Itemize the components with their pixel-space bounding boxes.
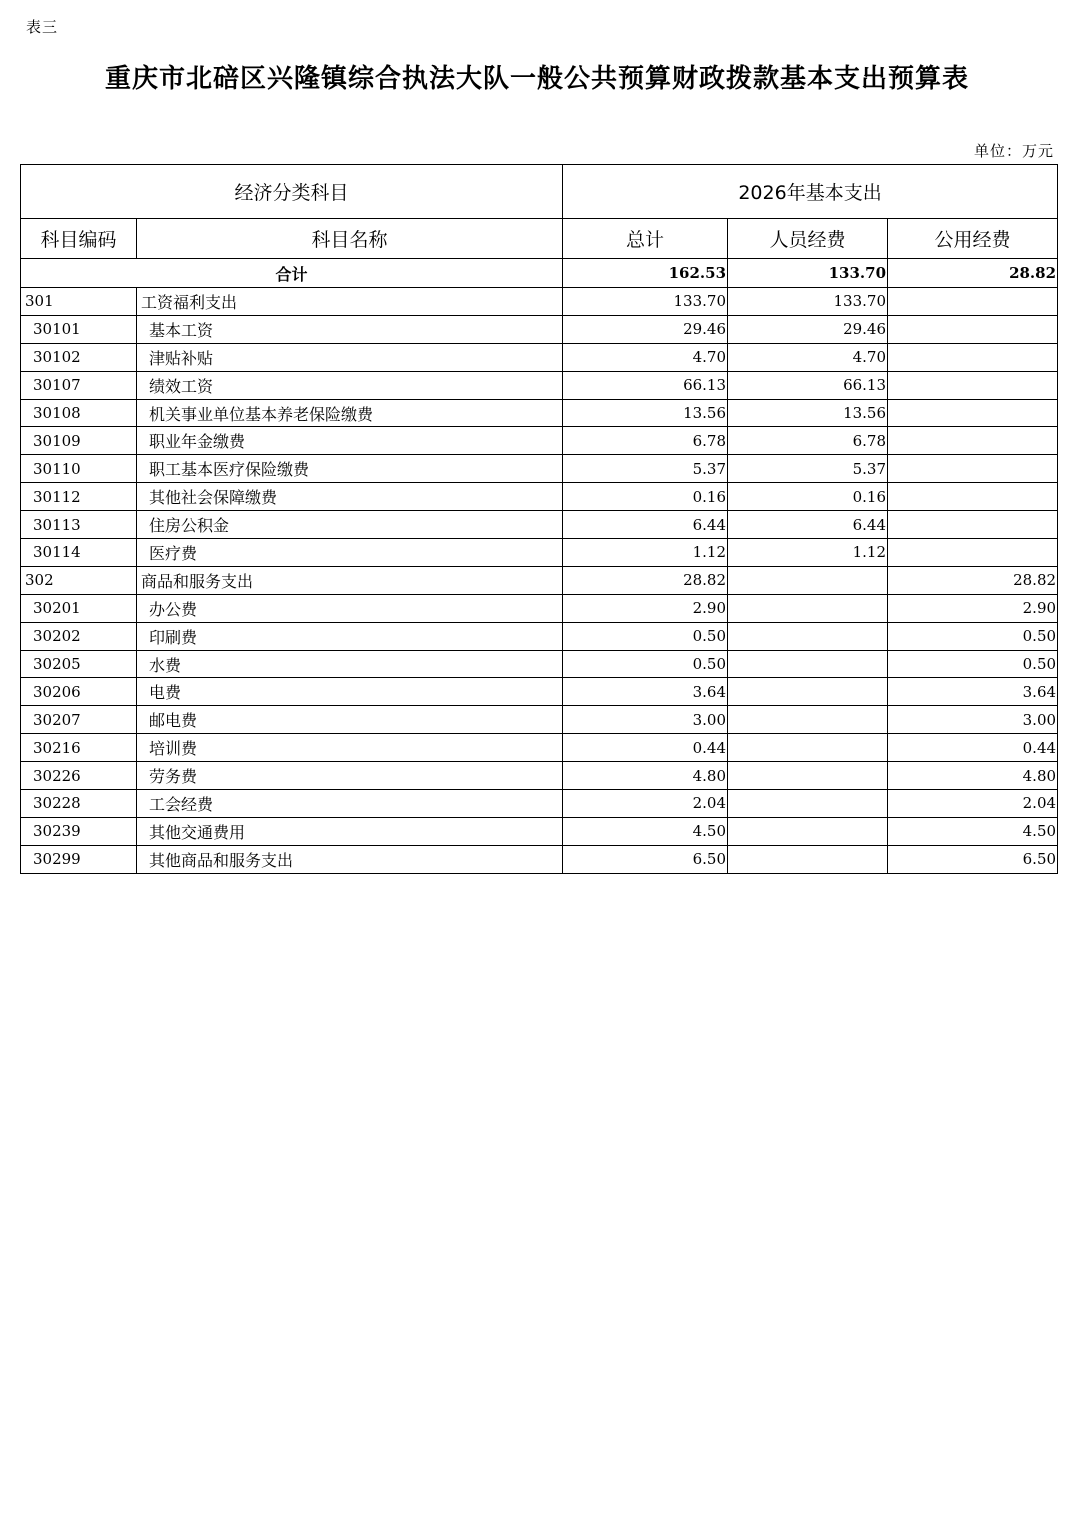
row-name: 商品和服务支出 — [137, 566, 563, 594]
table-row — [21, 817, 1058, 845]
row-total: 3.64 — [563, 678, 728, 706]
row-public — [888, 399, 1058, 427]
table-row — [21, 566, 1058, 594]
table-row — [21, 399, 1058, 427]
row-personnel: 13.56 — [728, 399, 888, 427]
row-name: 工资福利支出 — [137, 288, 563, 316]
row-total: 0.16 — [563, 483, 728, 511]
row-public — [888, 288, 1058, 316]
row-code: 30113 — [21, 511, 137, 539]
table-row — [21, 622, 1058, 650]
row-personnel: 6.78 — [728, 427, 888, 455]
row-personnel: 66.13 — [728, 371, 888, 399]
header-economic-classification: 经济分类科目 — [21, 165, 563, 219]
row-total: 6.78 — [563, 427, 728, 455]
row-code: 30101 — [21, 315, 137, 343]
row-name: 其他社会保障缴费 — [137, 483, 563, 511]
row-code: 30228 — [21, 790, 137, 818]
row-name: 津贴补贴 — [137, 343, 563, 371]
row-name: 住房公积金 — [137, 511, 563, 539]
row-code: 30107 — [21, 371, 137, 399]
row-code: 30202 — [21, 622, 137, 650]
row-personnel — [728, 817, 888, 845]
header-subject-name: 科目名称 — [137, 219, 563, 259]
row-public: 0.50 — [888, 622, 1058, 650]
table-row — [21, 371, 1058, 399]
row-public — [888, 315, 1058, 343]
header-subject-code: 科目编码 — [21, 219, 137, 259]
row-name: 绩效工资 — [137, 371, 563, 399]
row-personnel: 133.70 — [728, 288, 888, 316]
row-name: 劳务费 — [137, 762, 563, 790]
table-row — [21, 706, 1058, 734]
header-basic-expenditure-2026: 2026年基本支出 — [563, 165, 1058, 219]
row-personnel — [728, 650, 888, 678]
row-personnel — [728, 706, 888, 734]
table-row — [21, 288, 1058, 316]
row-public: 3.00 — [888, 706, 1058, 734]
row-code: 30109 — [21, 427, 137, 455]
row-public — [888, 427, 1058, 455]
row-code: 30207 — [21, 706, 137, 734]
row-name: 办公费 — [137, 594, 563, 622]
table-row — [21, 511, 1058, 539]
row-name: 其他商品和服务支出 — [137, 845, 563, 873]
row-public — [888, 539, 1058, 567]
budget-table — [20, 164, 1058, 874]
row-total: 0.50 — [563, 622, 728, 650]
row-public: 2.04 — [888, 790, 1058, 818]
row-name: 其他交通费用 — [137, 817, 563, 845]
row-total: 133.70 — [563, 288, 728, 316]
row-public — [888, 455, 1058, 483]
row-code: 30108 — [21, 399, 137, 427]
row-total: 0.50 — [563, 650, 728, 678]
row-personnel — [728, 790, 888, 818]
row-total: 6.50 — [563, 845, 728, 873]
header-total: 总计 — [563, 219, 728, 259]
row-total: 4.50 — [563, 817, 728, 845]
row-personnel — [728, 762, 888, 790]
total-personnel: 133.70 — [728, 259, 888, 288]
header-personnel-expense: 人员经费 — [728, 219, 888, 259]
row-total: 0.44 — [563, 734, 728, 762]
row-name: 水费 — [137, 650, 563, 678]
row-code: 30205 — [21, 650, 137, 678]
table-row — [21, 734, 1058, 762]
row-personnel — [728, 678, 888, 706]
row-code: 302 — [21, 566, 137, 594]
row-code: 30299 — [21, 845, 137, 873]
row-public: 6.50 — [888, 845, 1058, 873]
row-total: 2.04 — [563, 790, 728, 818]
table-row — [21, 650, 1058, 678]
total-label: 合计 — [21, 259, 563, 288]
table-row — [21, 483, 1058, 511]
row-total: 28.82 — [563, 566, 728, 594]
row-name: 印刷费 — [137, 622, 563, 650]
row-public — [888, 511, 1058, 539]
row-name: 医疗费 — [137, 539, 563, 567]
row-public: 0.50 — [888, 650, 1058, 678]
table-row — [21, 790, 1058, 818]
row-personnel — [728, 594, 888, 622]
row-total: 13.56 — [563, 399, 728, 427]
header-row-columns — [21, 219, 1058, 259]
row-personnel: 4.70 — [728, 343, 888, 371]
table-row — [21, 678, 1058, 706]
row-public: 4.80 — [888, 762, 1058, 790]
table-row — [21, 455, 1058, 483]
row-total: 2.90 — [563, 594, 728, 622]
row-total: 1.12 — [563, 539, 728, 567]
table-body — [21, 165, 1058, 874]
row-name: 邮电费 — [137, 706, 563, 734]
table-row — [21, 845, 1058, 873]
row-personnel: 0.16 — [728, 483, 888, 511]
row-code: 30112 — [21, 483, 137, 511]
row-code: 301 — [21, 288, 137, 316]
row-code: 30110 — [21, 455, 137, 483]
row-name: 工会经费 — [137, 790, 563, 818]
row-public: 2.90 — [888, 594, 1058, 622]
row-personnel: 1.12 — [728, 539, 888, 567]
unit-label: 单位：万元 — [973, 142, 1054, 160]
row-public: 4.50 — [888, 817, 1058, 845]
row-personnel — [728, 566, 888, 594]
header-public-expense: 公用经费 — [888, 219, 1058, 259]
row-personnel — [728, 734, 888, 762]
table-row — [21, 539, 1058, 567]
row-total: 3.00 — [563, 706, 728, 734]
row-personnel: 5.37 — [728, 455, 888, 483]
row-name: 基本工资 — [137, 315, 563, 343]
row-public: 28.82 — [888, 566, 1058, 594]
row-total: 4.70 — [563, 343, 728, 371]
row-code: 30239 — [21, 817, 137, 845]
row-code: 30206 — [21, 678, 137, 706]
row-code: 30102 — [21, 343, 137, 371]
row-personnel: 6.44 — [728, 511, 888, 539]
row-total: 6.44 — [563, 511, 728, 539]
table-row — [21, 427, 1058, 455]
table-row — [21, 594, 1058, 622]
header-row-group — [21, 165, 1058, 219]
row-name: 职业年金缴费 — [137, 427, 563, 455]
row-personnel — [728, 845, 888, 873]
total-public: 28.82 — [888, 259, 1058, 288]
row-public — [888, 483, 1058, 511]
row-personnel — [728, 622, 888, 650]
row-code: 30201 — [21, 594, 137, 622]
row-name: 培训费 — [137, 734, 563, 762]
table-row — [21, 343, 1058, 371]
table-row — [21, 762, 1058, 790]
row-code: 30216 — [21, 734, 137, 762]
row-public: 0.44 — [888, 734, 1058, 762]
total-sum: 162.53 — [563, 259, 728, 288]
row-public: 3.64 — [888, 678, 1058, 706]
row-total: 5.37 — [563, 455, 728, 483]
total-row — [21, 259, 1058, 288]
document-title: 重庆市北碚区兴隆镇综合执法大队一般公共预算财政拨款基本支出预算表 — [104, 64, 969, 94]
table-number: 表三 — [26, 18, 59, 36]
row-public — [888, 371, 1058, 399]
row-total: 66.13 — [563, 371, 728, 399]
row-name: 职工基本医疗保险缴费 — [137, 455, 563, 483]
row-total: 4.80 — [563, 762, 728, 790]
row-code: 30226 — [21, 762, 137, 790]
table-row — [21, 315, 1058, 343]
row-name: 机关事业单位基本养老保险缴费 — [137, 399, 563, 427]
row-personnel: 29.46 — [728, 315, 888, 343]
row-code: 30114 — [21, 539, 137, 567]
row-name: 电费 — [137, 678, 563, 706]
row-public — [888, 343, 1058, 371]
row-total: 29.46 — [563, 315, 728, 343]
